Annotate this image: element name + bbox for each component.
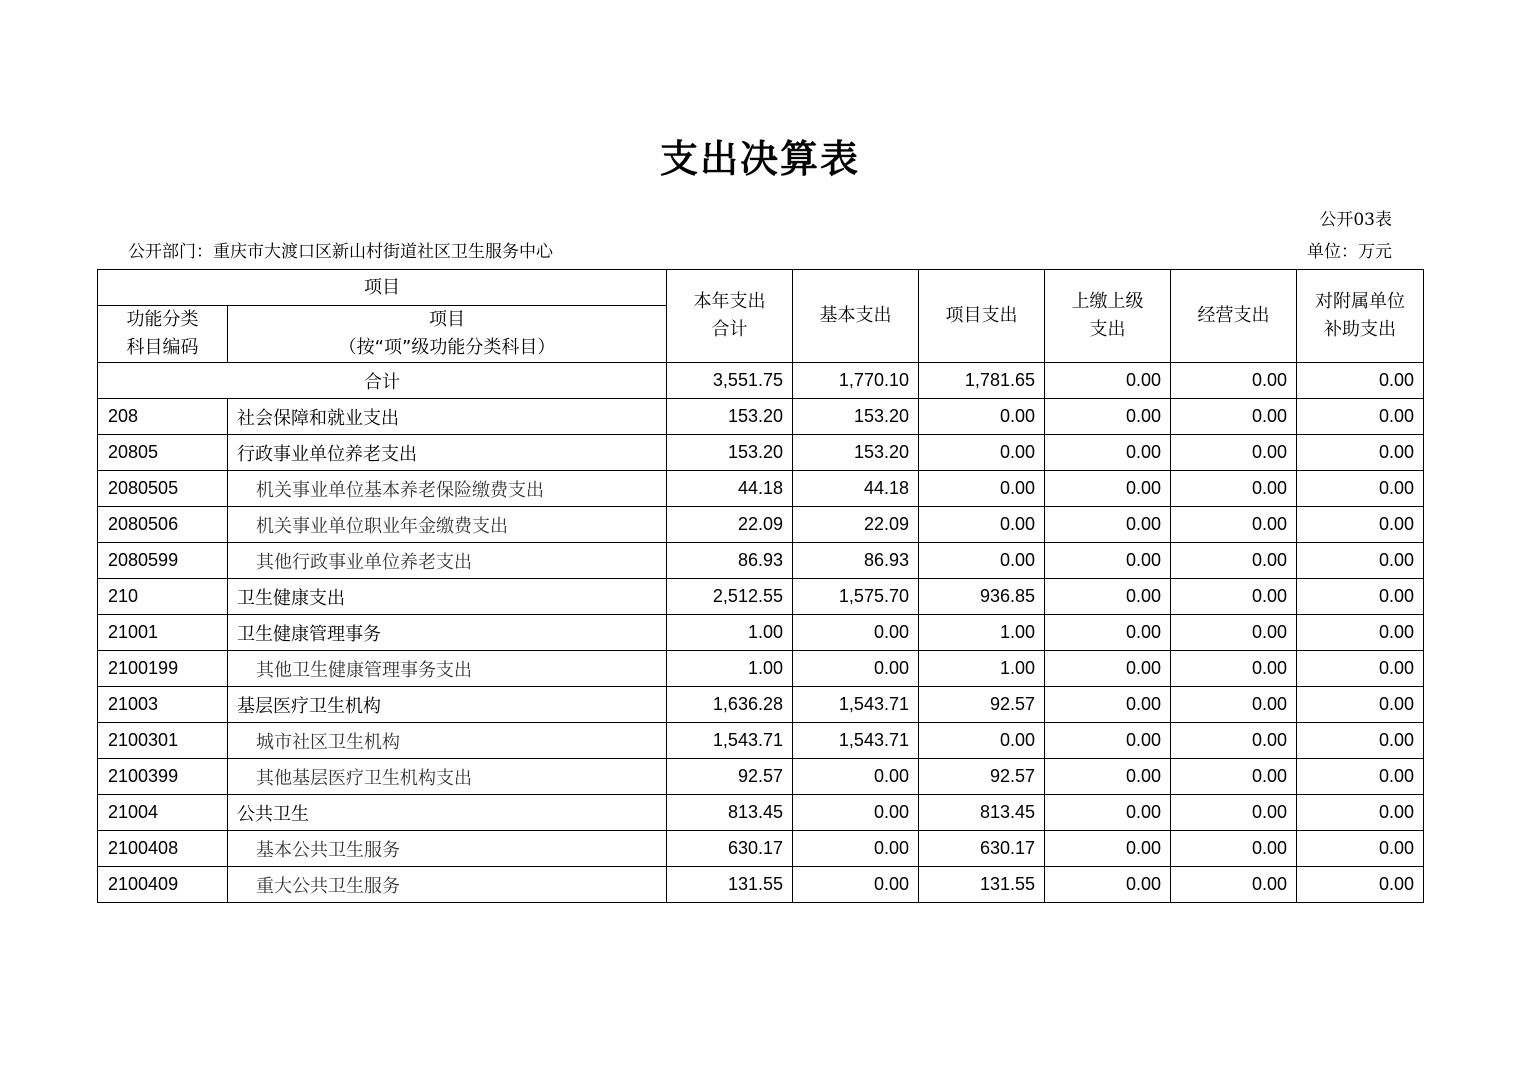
header-upper-line1: 上缴上级 (1071, 291, 1144, 312)
table-row (98, 543, 1424, 579)
row-value: 0.00 (1045, 831, 1171, 867)
table-row (98, 687, 1424, 723)
row-value: 1.00 (919, 651, 1045, 687)
row-value: 0.00 (1171, 831, 1297, 867)
header-total-line1: 本年支出 (693, 291, 766, 312)
row-name: 基层医疗卫生机构 (228, 687, 667, 723)
row-name: 社会保障和就业支出 (228, 399, 667, 435)
row-value: 0.00 (1297, 399, 1424, 435)
row-value: 0.00 (1297, 651, 1424, 687)
row-value: 0.00 (1045, 651, 1171, 687)
total-row (98, 363, 1424, 399)
row-value: 813.45 (919, 795, 1045, 831)
row-code: 2100408 (98, 831, 228, 867)
row-value: 0.00 (1045, 435, 1171, 471)
row-value: 22.09 (667, 507, 793, 543)
header-basic: 基本支出 (793, 270, 919, 363)
total-value: 3,551.75 (667, 363, 793, 399)
row-value: 1.00 (667, 651, 793, 687)
total-label: 合计 (98, 363, 667, 399)
header-item: 项目 (98, 270, 667, 306)
row-code: 20805 (98, 435, 228, 471)
row-value: 92.57 (919, 759, 1045, 795)
row-name: 机关事业单位职业年金缴费支出 (228, 507, 667, 543)
row-code: 2080599 (98, 543, 228, 579)
row-value: 0.00 (1045, 759, 1171, 795)
row-value: 0.00 (919, 471, 1045, 507)
row-name: 城市社区卫生机构 (228, 723, 667, 759)
expenditure-table (97, 269, 1424, 903)
row-value: 1.00 (667, 615, 793, 651)
row-value: 0.00 (1297, 435, 1424, 471)
row-name: 基本公共卫生服务 (228, 831, 667, 867)
total-value: 0.00 (1171, 363, 1297, 399)
row-name: 卫生健康支出 (228, 579, 667, 615)
department-label: 公开部门：重庆市大渡口区新山村街道社区卫生服务中心 (128, 242, 553, 262)
header-code-line2: 科目编码 (126, 337, 199, 358)
row-value: 0.00 (1045, 507, 1171, 543)
row-value: 0.00 (1297, 723, 1424, 759)
row-value: 0.00 (1297, 687, 1424, 723)
table-row (98, 615, 1424, 651)
header-total-line2: 合计 (711, 319, 748, 340)
header-name-line1: 项目 (429, 309, 465, 330)
header-subsidy-line1: 对附属单位 (1315, 291, 1405, 312)
row-code: 21003 (98, 687, 228, 723)
table-row (98, 471, 1424, 507)
header-upper (1045, 270, 1171, 363)
row-value: 86.93 (667, 543, 793, 579)
row-value: 44.18 (667, 471, 793, 507)
table-row (98, 579, 1424, 615)
row-name: 机关事业单位基本养老保险缴费支出 (228, 471, 667, 507)
row-name: 重大公共卫生服务 (228, 867, 667, 903)
row-value: 153.20 (667, 435, 793, 471)
row-value: 0.00 (1297, 795, 1424, 831)
header-total (667, 270, 793, 363)
row-value: 0.00 (1297, 759, 1424, 795)
row-value: 0.00 (793, 651, 919, 687)
row-value: 131.55 (919, 867, 1045, 903)
table-number: 公开03表 (1319, 210, 1392, 230)
page-title: 支出决算表 (659, 137, 860, 181)
table-row (98, 651, 1424, 687)
row-value: 0.00 (1171, 615, 1297, 651)
row-value: 0.00 (1171, 399, 1297, 435)
row-value: 0.00 (1171, 651, 1297, 687)
row-code: 2100409 (98, 867, 228, 903)
header-subsidy-line2: 补助支出 (1324, 319, 1396, 340)
row-code: 2100399 (98, 759, 228, 795)
header-code (98, 306, 228, 363)
header-code-line1: 功能分类 (126, 309, 199, 330)
row-value: 0.00 (1045, 867, 1171, 903)
row-value: 0.00 (919, 399, 1045, 435)
row-value: 1,543.71 (793, 687, 919, 723)
row-value: 0.00 (919, 723, 1045, 759)
header-project: 项目支出 (919, 270, 1045, 363)
row-name: 公共卫生 (228, 795, 667, 831)
unit-label: 单位：万元 (1307, 242, 1392, 262)
total-value: 0.00 (1297, 363, 1424, 399)
row-code: 210 (98, 579, 228, 615)
row-value: 0.00 (1045, 723, 1171, 759)
row-value: 92.57 (919, 687, 1045, 723)
table-row (98, 831, 1424, 867)
row-code: 21001 (98, 615, 228, 651)
total-value: 1,781.65 (919, 363, 1045, 399)
table-row (98, 507, 1424, 543)
total-value: 0.00 (1045, 363, 1171, 399)
row-value: 0.00 (1045, 543, 1171, 579)
table-row (98, 399, 1424, 435)
row-name: 卫生健康管理事务 (228, 615, 667, 651)
table-row (98, 435, 1424, 471)
row-value: 86.93 (793, 543, 919, 579)
row-value: 2,512.55 (667, 579, 793, 615)
row-value: 0.00 (1045, 471, 1171, 507)
row-value: 1,636.28 (667, 687, 793, 723)
row-name: 其他卫生健康管理事务支出 (228, 651, 667, 687)
row-value: 0.00 (1171, 471, 1297, 507)
row-value: 0.00 (793, 615, 919, 651)
row-value: 0.00 (793, 831, 919, 867)
row-code: 2080505 (98, 471, 228, 507)
row-code: 2100199 (98, 651, 228, 687)
row-value: 153.20 (793, 435, 919, 471)
row-value: 0.00 (1297, 831, 1424, 867)
row-value: 0.00 (1045, 687, 1171, 723)
table-row (98, 867, 1424, 903)
row-value: 0.00 (1045, 615, 1171, 651)
table-row (98, 795, 1424, 831)
row-value: 1,543.71 (793, 723, 919, 759)
header-business: 经营支出 (1171, 270, 1297, 363)
row-name: 其他基层医疗卫生机构支出 (228, 759, 667, 795)
row-value: 630.17 (919, 831, 1045, 867)
row-value: 1,543.71 (667, 723, 793, 759)
row-name: 行政事业单位养老支出 (228, 435, 667, 471)
row-value: 0.00 (1045, 399, 1171, 435)
row-value: 153.20 (667, 399, 793, 435)
row-value: 1.00 (919, 615, 1045, 651)
row-value: 44.18 (793, 471, 919, 507)
header-name (228, 306, 667, 363)
row-value: 630.17 (667, 831, 793, 867)
row-value: 813.45 (667, 795, 793, 831)
row-code: 2080506 (98, 507, 228, 543)
header-subsidy (1297, 270, 1424, 363)
row-value: 0.00 (1171, 579, 1297, 615)
row-value: 0.00 (1171, 435, 1297, 471)
row-value: 0.00 (1171, 867, 1297, 903)
row-value: 0.00 (1297, 615, 1424, 651)
row-value: 1,575.70 (793, 579, 919, 615)
row-value: 0.00 (1297, 471, 1424, 507)
row-value: 0.00 (919, 543, 1045, 579)
row-value: 0.00 (1297, 867, 1424, 903)
row-value: 153.20 (793, 399, 919, 435)
header-name-line2: （按“项”级功能分类科目） (338, 337, 556, 358)
table-row (98, 723, 1424, 759)
row-value: 0.00 (1045, 795, 1171, 831)
row-value: 0.00 (1171, 795, 1297, 831)
row-name: 其他行政事业单位养老支出 (228, 543, 667, 579)
row-value: 131.55 (667, 867, 793, 903)
row-value: 936.85 (919, 579, 1045, 615)
row-value: 0.00 (1171, 543, 1297, 579)
row-value: 0.00 (1297, 507, 1424, 543)
row-value: 0.00 (1297, 543, 1424, 579)
row-code: 2100301 (98, 723, 228, 759)
row-value: 0.00 (1171, 759, 1297, 795)
row-value: 22.09 (793, 507, 919, 543)
row-value: 0.00 (919, 507, 1045, 543)
table-row (98, 759, 1424, 795)
row-value: 0.00 (1045, 579, 1171, 615)
row-value: 0.00 (793, 759, 919, 795)
row-value: 0.00 (1171, 507, 1297, 543)
row-value: 0.00 (1171, 687, 1297, 723)
row-value: 92.57 (667, 759, 793, 795)
row-value: 0.00 (1171, 723, 1297, 759)
total-value: 1,770.10 (793, 363, 919, 399)
row-value: 0.00 (793, 867, 919, 903)
row-code: 21004 (98, 795, 228, 831)
row-value: 0.00 (919, 435, 1045, 471)
row-value: 0.00 (1297, 579, 1424, 615)
row-value: 0.00 (793, 795, 919, 831)
header-upper-line2: 支出 (1089, 319, 1126, 340)
row-code: 208 (98, 399, 228, 435)
